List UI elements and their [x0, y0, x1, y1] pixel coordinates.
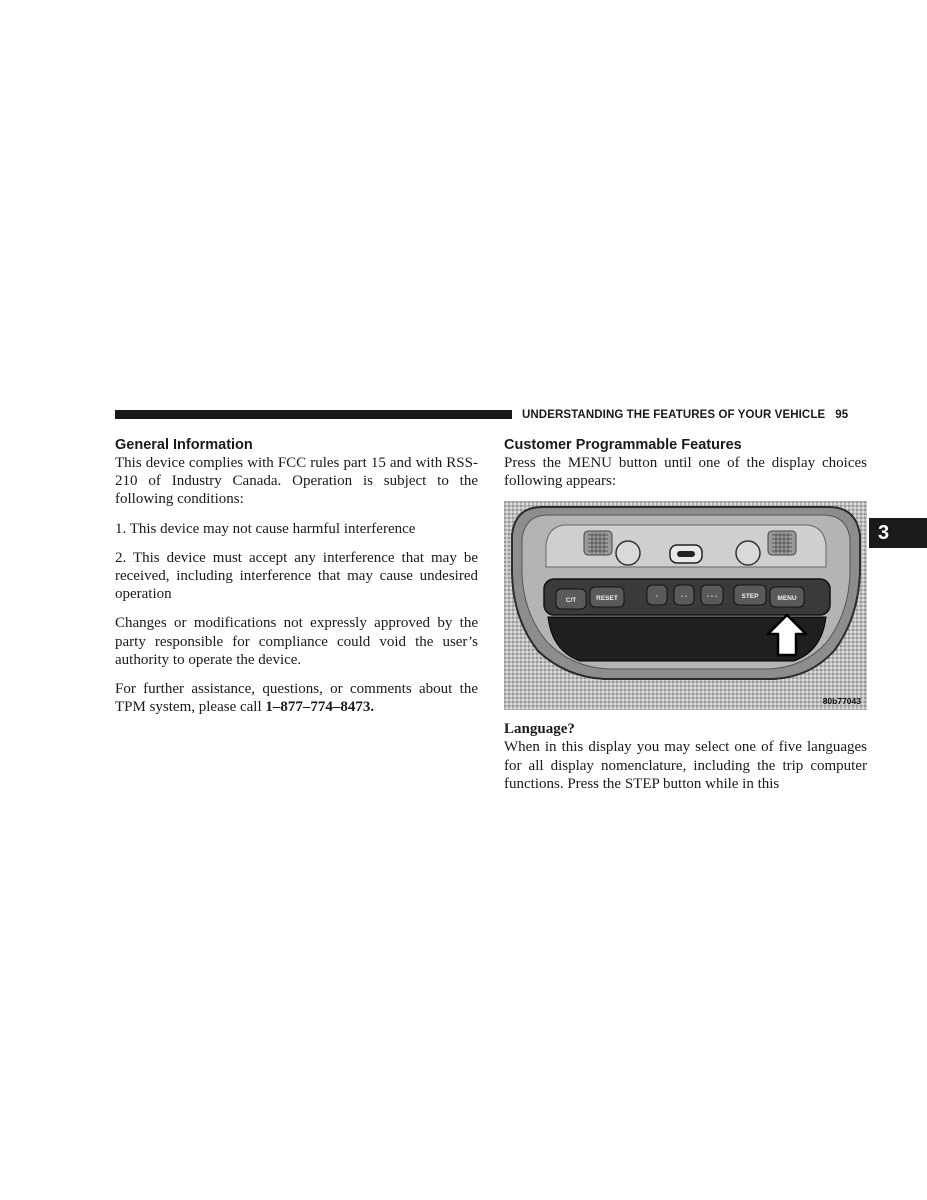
fcc-compliance-paragraph: This device complies with FCC rules part 15 and with RSS-210 of Industry Canada. Operation is subject to the following conditions:	[115, 455, 478, 508]
step-button	[734, 585, 766, 605]
page-number: 95	[835, 409, 849, 421]
ct-button	[556, 589, 586, 609]
language-description: When in this display you may select one of five languages for all display nomenclature, including the trip computer functions. Press the STEP button while in this	[504, 739, 867, 792]
menu-intro: Press the MENU button until one of the display choices following appears:	[504, 455, 867, 490]
svg-text:RESET: RESET	[596, 595, 618, 603]
three-dash-button	[701, 585, 723, 605]
svg-text:C/T: C/T	[565, 597, 577, 605]
one-dash-button	[647, 585, 667, 605]
programmable-features-heading: Customer Programmable Features	[504, 437, 742, 453]
svg-text:- - -: - - -	[706, 593, 718, 601]
overhead-console-figure	[504, 501, 867, 710]
overhead-console-illustration	[504, 501, 867, 710]
section-title: UNDERSTANDING THE FEATURES OF YOUR VEHICLE	[522, 409, 826, 421]
language-subheading: Language?	[504, 721, 575, 738]
modifications-warning: Changes or modifications not expressly approved by the party responsible for compliance could void the user’s authority to operate the device.	[115, 615, 478, 668]
condition-two: 2. This device must accept any interference that may be received, including interference that may cause undesired operation	[115, 549, 478, 603]
assistance-paragraph	[115, 680, 478, 716]
menu-button	[770, 587, 804, 607]
running-header	[522, 409, 848, 421]
svg-text:-: -	[655, 593, 659, 601]
assistance-phone: 1–877–774–8473.	[265, 699, 375, 716]
figure-id: 80b77043	[822, 696, 861, 707]
map-light-left	[584, 531, 612, 555]
right-light-switch	[736, 541, 760, 565]
header-rule	[115, 410, 512, 419]
left-light-switch	[616, 541, 640, 565]
two-dash-button	[674, 585, 694, 605]
assistance-text: For further assistance, questions, or comments about the TPM system, please call	[115, 681, 478, 716]
map-light-right	[768, 531, 796, 555]
svg-text:MENU: MENU	[777, 595, 797, 603]
left-column	[115, 436, 478, 727]
general-information-heading: General Information	[115, 437, 253, 453]
chapter-tab: 3	[869, 518, 927, 548]
condition-one: 1. This device may not cause harmful interference	[115, 520, 416, 537]
svg-text:STEP: STEP	[741, 593, 759, 601]
reset-button	[590, 587, 624, 607]
right-column	[504, 436, 867, 804]
svg-text:- -: - -	[680, 593, 688, 601]
